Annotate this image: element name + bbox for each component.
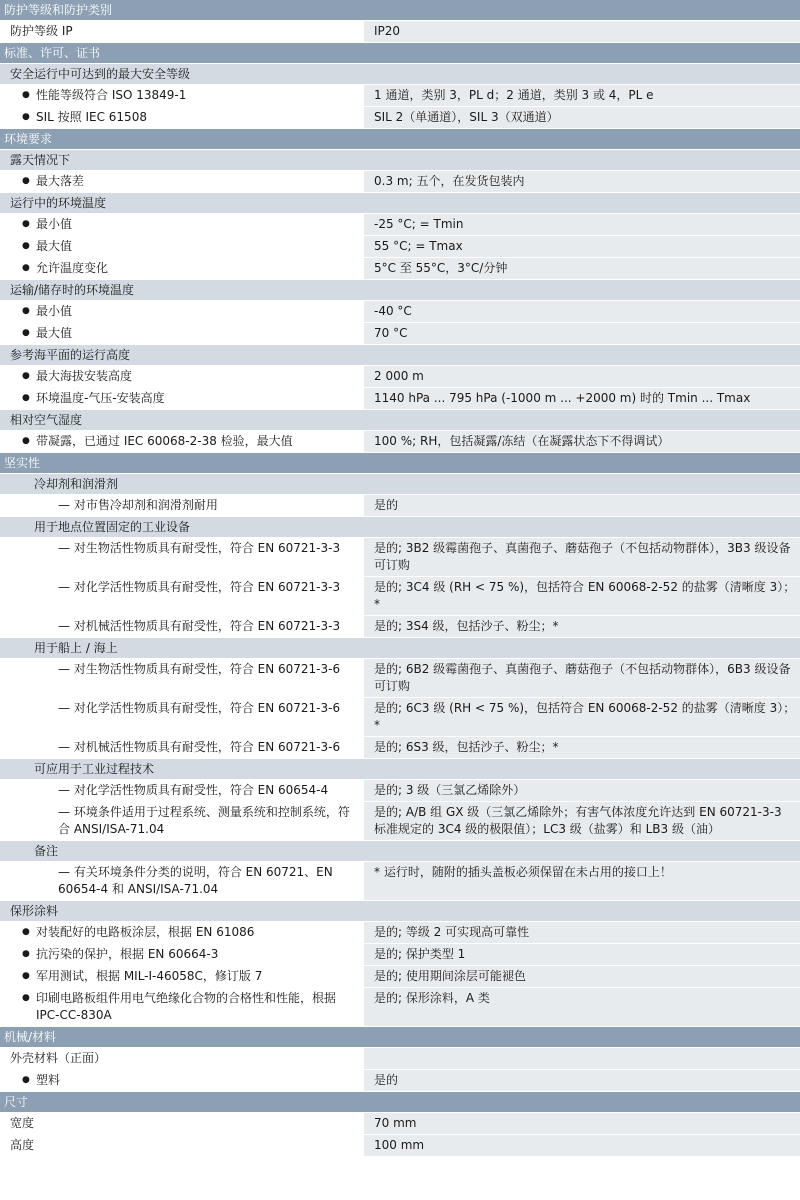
spec-row — [0, 214, 800, 236]
spec-value — [364, 901, 800, 921]
spec-label: — 对化学活性物质具有耐受性，符合 EN 60721-3-3 — [0, 577, 364, 615]
spec-label: ● 塑料 — [0, 1070, 364, 1091]
spec-label: 外壳材料（正面） — [0, 1048, 364, 1069]
spec-label: 安全运行中可达到的最大安全等级 — [10, 67, 191, 81]
subsection-row — [0, 474, 800, 495]
spec-value: IP20 — [364, 21, 800, 42]
section-header — [0, 129, 800, 150]
spec-row — [0, 802, 800, 841]
spec-row — [0, 301, 800, 323]
spec-value: * 运行时，随附的插头盖板必须保留在未占用的接口上！ — [364, 862, 800, 900]
spec-value — [364, 280, 800, 300]
spec-value: 5°C 至 55°C，3°C/分钟 — [364, 258, 800, 279]
spec-row — [0, 737, 800, 759]
section-header — [0, 453, 800, 474]
spec-value — [364, 410, 800, 430]
spec-value: 是的; 6B2 级霉菌孢子、真菌孢子、蘑菇孢子（不包括动物群体），6B3 级设备可订购 — [364, 659, 800, 697]
subsection-row — [0, 193, 800, 214]
spec-row — [0, 862, 800, 901]
spec-label: ● 带凝露，已通过 IEC 60068-2-38 检验，最大值 — [0, 431, 364, 452]
section-title: 防护等级和防护类别 — [4, 3, 113, 17]
spec-label: — 环境条件适用于过程系统、测量系统和控制系统，符合 ANSI/ISA-71.04 — [0, 802, 364, 840]
spec-label: ● 环境温度-气压-安装高度 — [0, 388, 364, 409]
spec-label: 备注 — [34, 844, 59, 858]
spec-value: 是的; A/B 组 GX 级（三氯乙烯除外；有害气体浓度允许达到 EN 60721-3-3 标准规定的 3C4 级的极限值）；LC3 级（盐雾）和 LB3 级（油） — [364, 802, 800, 840]
spec-value: -40 °C — [364, 301, 800, 322]
spec-row — [0, 538, 800, 577]
spec-label: ● 最小值 — [0, 214, 364, 235]
spec-label: ● 军用测试，根据 MIL-I-46058C，修订版 7 — [0, 966, 364, 987]
spec-label: ● 最大值 — [0, 323, 364, 344]
section-header — [0, 1027, 800, 1048]
section-title: 机械/材料 — [4, 1030, 57, 1044]
spec-value: 是的; 3 级（三氯乙烯除外） — [364, 780, 800, 801]
spec-row — [0, 577, 800, 616]
subsection-row — [0, 410, 800, 431]
spec-row — [0, 495, 800, 517]
spec-value: 100 %; RH，包括凝露/冻结（在凝露状态下不得调试） — [364, 431, 800, 452]
spec-row — [0, 366, 800, 388]
spec-value: 是的; 6S3 级，包括沙子、粉尘；* — [364, 737, 800, 758]
spec-row — [0, 1135, 800, 1157]
spec-row — [0, 698, 800, 737]
spec-label: 运输/储存时的环境温度 — [10, 283, 135, 297]
spec-row — [0, 944, 800, 966]
spec-value: -25 °C; = Tmin — [364, 214, 800, 235]
spec-value: 是的; 使用期间涂层可能褪色 — [364, 966, 800, 987]
spec-label: 防护等级 IP — [0, 21, 364, 42]
spec-label: ● 性能等级符合 ISO 13849-1 — [0, 85, 364, 106]
spec-row — [0, 431, 800, 453]
spec-row — [0, 171, 800, 193]
spec-row — [0, 107, 800, 129]
spec-label: 运行中的环境温度 — [10, 196, 107, 210]
subsection-row — [0, 280, 800, 301]
spec-value: 是的; 3S4 级，包括沙子、粉尘；* — [364, 616, 800, 637]
spec-row — [0, 988, 800, 1027]
spec-row — [0, 966, 800, 988]
spec-value — [364, 150, 800, 170]
spec-value: 0.3 m; 五个，在发货包装内 — [364, 171, 800, 192]
spec-label: — 对生物活性物质具有耐受性，符合 EN 60721-3-6 — [0, 659, 364, 697]
spec-value: 100 mm — [364, 1135, 800, 1156]
spec-row — [0, 323, 800, 345]
spec-value — [364, 517, 800, 537]
subsection-row — [0, 638, 800, 659]
spec-value: 1 通道，类别 3，PL d；2 通道，类别 3 或 4，PL e — [364, 85, 800, 106]
section-header — [0, 43, 800, 64]
spec-value — [364, 638, 800, 658]
spec-label: ● 抗污染的保护，根据 EN 60664-3 — [0, 944, 364, 965]
spec-label: ● 最大值 — [0, 236, 364, 257]
spec-value — [364, 345, 800, 365]
spec-value — [364, 193, 800, 213]
spec-row — [0, 388, 800, 410]
spec-row — [0, 780, 800, 802]
spec-label: — 对化学活性物质具有耐受性，符合 EN 60654-4 — [0, 780, 364, 801]
spec-value: 是的; 保护类型 1 — [364, 944, 800, 965]
spec-label: — 对机械活性物质具有耐受性，符合 EN 60721-3-3 — [0, 616, 364, 637]
subsection-row — [0, 841, 800, 862]
spec-row — [0, 922, 800, 944]
spec-label: 用于船上 / 海上 — [34, 641, 118, 655]
subsection-row — [0, 64, 800, 85]
spec-row — [0, 236, 800, 258]
spec-label: — 对生物活性物质具有耐受性，符合 EN 60721-3-3 — [0, 538, 364, 576]
section-title: 环境要求 — [4, 132, 53, 146]
spec-label: 用于地点位置固定的工业设备 — [34, 520, 191, 534]
spec-label: — 对市售冷却剂和润滑剂耐用 — [0, 495, 364, 516]
spec-label: 相对空气湿度 — [10, 413, 83, 427]
spec-value: 70 mm — [364, 1113, 800, 1134]
spec-value: 是的; 3C4 级 (RH < 75 %)，包括符合 EN 60068-2-52 的盐雾（清晰度 3）；* — [364, 577, 800, 615]
spec-label: ● SIL 按照 IEC 61508 — [0, 107, 364, 128]
spec-value: 55 °C; = Tmax — [364, 236, 800, 257]
spec-value — [364, 474, 800, 494]
spec-label: ● 对装配好的电路板涂层，根据 EN 61086 — [0, 922, 364, 943]
subsection-row — [0, 150, 800, 171]
spec-label: — 有关环境条件分类的说明，符合 EN 60721、EN 60654-4 和 ANSI/ISA-71.04 — [0, 862, 364, 900]
spec-value: 2 000 m — [364, 366, 800, 387]
spec-label: ● 最大落差 — [0, 171, 364, 192]
spec-label: 冷却剂和润滑剂 — [34, 477, 119, 491]
spec-value: 是的; 6C3 级 (RH < 75 %)，包括符合 EN 60068-2-52 的盐雾（清晰度 3）；* — [364, 698, 800, 736]
spec-row — [0, 1113, 800, 1135]
spec-value: 是的 — [364, 1070, 800, 1091]
spec-label: 保形涂料 — [10, 904, 59, 918]
spec-label: ● 最小值 — [0, 301, 364, 322]
spec-label: ● 印刷电路板组件用电气绝缘化合物的合格性和性能，根据 IPC-CC-830A — [0, 988, 364, 1026]
spec-value: 是的 — [364, 495, 800, 516]
spec-row — [0, 21, 800, 43]
subsection-row — [0, 517, 800, 538]
spec-value — [364, 841, 800, 861]
spec-value: 是的; 保形涂料，A 类 — [364, 988, 800, 1026]
spec-row — [0, 1070, 800, 1092]
section-title: 尺寸 — [4, 1095, 29, 1109]
spec-label: — 对化学活性物质具有耐受性，符合 EN 60721-3-6 — [0, 698, 364, 736]
spec-label: 高度 — [0, 1135, 364, 1156]
spec-row — [0, 1048, 800, 1070]
spec-label: 露天情况下 — [10, 153, 71, 167]
spec-value — [364, 64, 800, 84]
spec-row — [0, 659, 800, 698]
spec-value — [364, 759, 800, 779]
spec-value: 是的; 等级 2 可实现高可靠性 — [364, 922, 800, 943]
spec-label: ● 允许温度变化 — [0, 258, 364, 279]
spec-label: 可应用于工业过程技术 — [34, 762, 155, 776]
spec-value: 是的; 3B2 级霉菌孢子、真菌孢子、蘑菇孢子（不包括动物群体），3B3 级设备可订购 — [364, 538, 800, 576]
subsection-row — [0, 901, 800, 922]
spec-row — [0, 616, 800, 638]
spec-value: 1140 hPa ... 795 hPa (-1000 m ... +2000 m) 时的 Tmin ... Tmax — [364, 388, 800, 409]
section-title: 标准、许可、证书 — [4, 46, 101, 60]
section-header — [0, 0, 800, 21]
spec-value — [364, 1048, 800, 1069]
spec-label: 宽度 — [0, 1113, 364, 1134]
spec-label: ● 最大海拔安装高度 — [0, 366, 364, 387]
section-header — [0, 1092, 800, 1113]
spec-row — [0, 258, 800, 280]
spec-value: 70 °C — [364, 323, 800, 344]
spec-value: SIL 2（单通道），SIL 3（双通道） — [364, 107, 800, 128]
subsection-row — [0, 345, 800, 366]
spec-label: 参考海平面的运行高度 — [10, 348, 131, 362]
spec-label: — 对机械活性物质具有耐受性，符合 EN 60721-3-6 — [0, 737, 364, 758]
spec-row — [0, 85, 800, 107]
subsection-row — [0, 759, 800, 780]
section-title: 坚实性 — [4, 456, 41, 470]
